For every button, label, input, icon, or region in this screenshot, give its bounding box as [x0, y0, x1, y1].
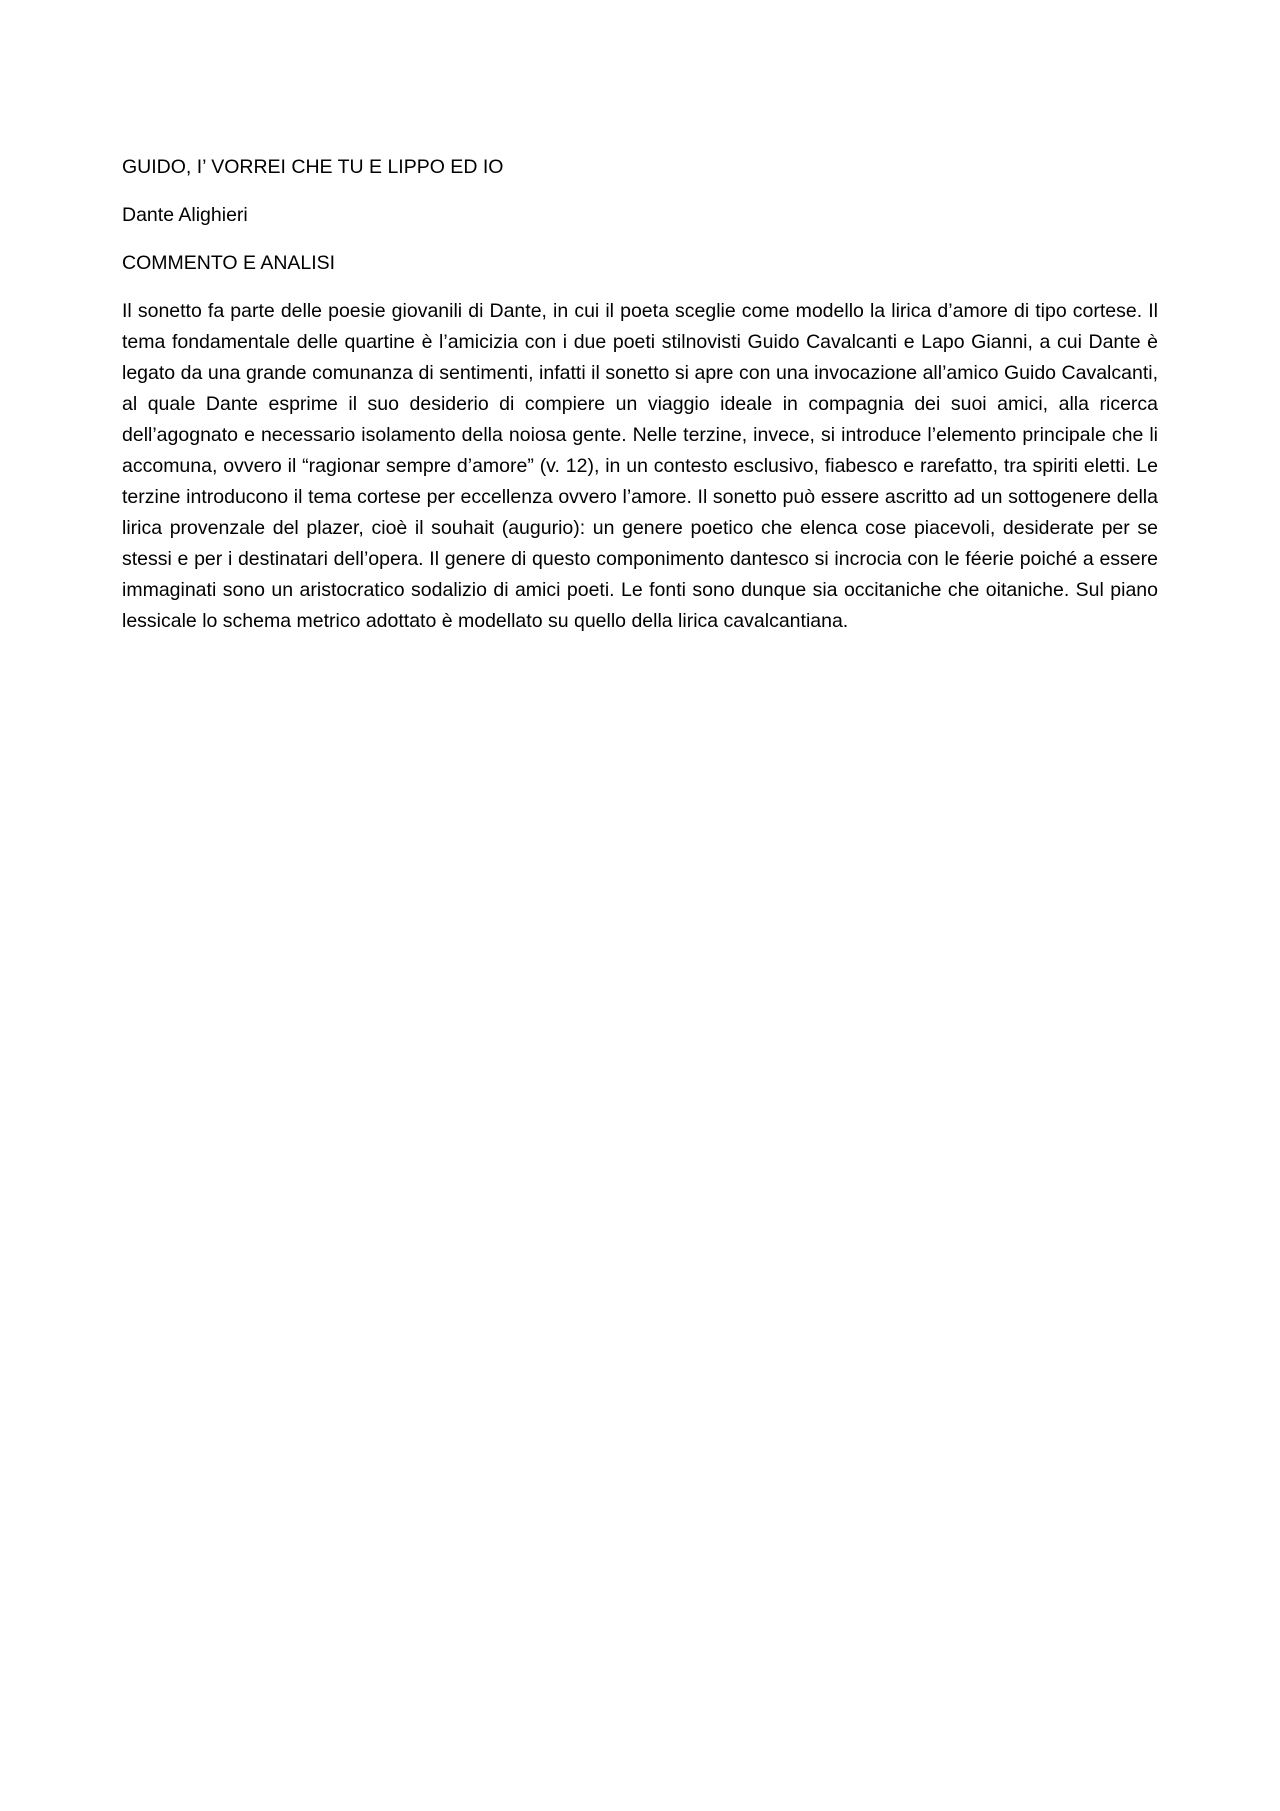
document-content — [122, 152, 1158, 637]
document-author: Dante Alighieri — [122, 204, 248, 226]
section-heading: COMMENTO E ANALISI — [122, 252, 336, 274]
analysis-paragraph: Il sonetto fa parte delle poesie giovanili di Dante, in cui il poeta sceglie come modello la lirica d’amore di tipo cortese. Il tema fondamentale delle quartine è l’amicizia con i due poeti stilnovisti Guido Cavalcanti e Lapo Gianni, a cui Dante è legato da una grande comunanza di sentimenti, infatti il sonetto si apre con una invocazione all’amico Guido Cavalcanti, al quale Dante esprime il suo desiderio di compiere un viaggio ideale in compagnia dei suoi amici, alla ricerca dell’agognato e necessario isolamento della noiosa gente. Nelle terzine, invece, si introduce l’elemento principale che li accomuna, ovvero il “ragionar sempre d’amore” (v. 12), in un contesto esclusivo, fiabesco e rarefatto, tra spiriti eletti. Le terzine introducono il tema cortese per eccellenza ovvero l’amore. Il sonetto può essere ascritto ad un sottogenere della lirica provenzale del plazer, cioè il souhait (augurio): un genere poetico che elenca cose piacevoli, desiderate per se stessi e per i destinatari dell’opera. Il genere di questo componimento dantesco si incrocia con le féerie poiché a essere immaginati sono un aristocratico sodalizio di amici poeti. Le fonti sono dunque sia occitaniche che oitaniche. Sul piano lessicale lo schema metrico adottato è modellato su quello della lirica cavalcantiana. — [122, 300, 1158, 632]
document-title: GUIDO, I’ VORREI CHE TU E LIPPO ED IO — [122, 156, 504, 178]
